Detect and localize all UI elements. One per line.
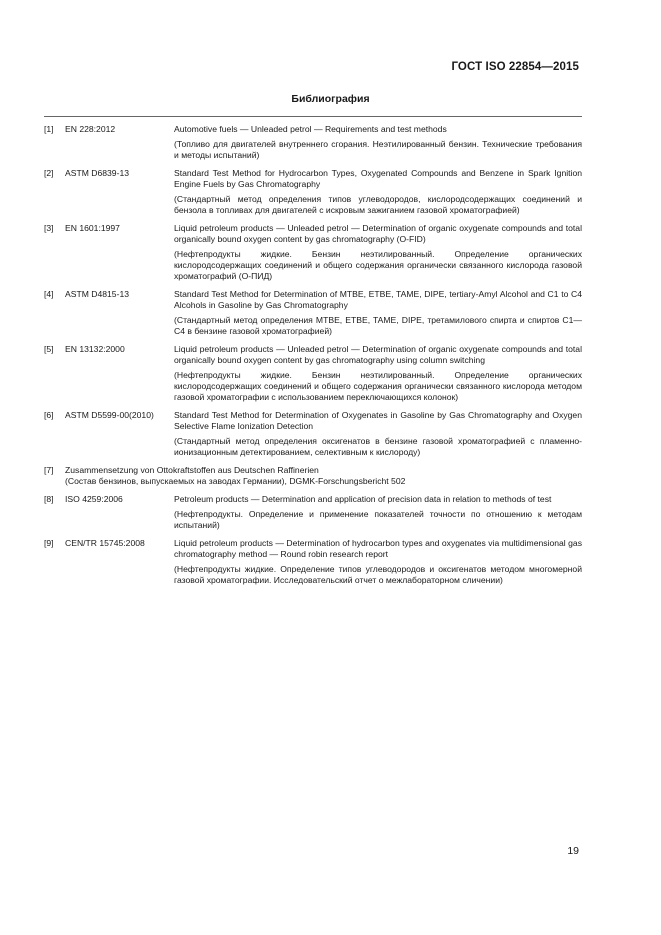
entry-title-ru: (Нефтепродукты жидкие. Определение типов углеводородов и оксигенатов методом многомерной газовой хроматографии. Исследовательский отчет о межлабораторном сличении) <box>174 564 582 585</box>
bibliography-entry <box>44 223 582 282</box>
entry-code: EN 13132:2000 <box>65 344 125 354</box>
entry-body <box>174 538 582 586</box>
entry-code: ISO 4259:2006 <box>65 494 123 504</box>
entry-body <box>174 124 582 161</box>
entry-title-ru: (Нефтепродукты жидкие. Бензин неэтилированный. Определение органических кислородсодержащих соединений и общего содержания органически связанного кислорода методом газовой хроматографии с использованием переключающихся колонок) <box>174 370 582 402</box>
entry-number: [2] <box>44 168 54 178</box>
entry-title-ru: (Состав бензинов, выпускаемых на заводах Германии), DGMK-Forschungsbericht 502 <box>65 476 406 486</box>
entry-title-ru: (Топливо для двигателей внутреннего сгорания. Неэтилированный бензин. Технические требования и методы испытаний) <box>174 139 582 160</box>
bibliography-entry <box>44 344 582 403</box>
bibliography-entry <box>44 538 582 586</box>
bibliography-entry <box>44 494 582 531</box>
entry-number: [5] <box>44 344 54 354</box>
entry-title-en: Standard Test Method for Determination of Oxygenates in Gasoline by Gas Chromatography and Oxygen Selective Flame Ionization Detection <box>174 410 582 431</box>
entry-title-en: Petroleum products — Determination and application of precision data in relation to methods of test <box>174 494 552 504</box>
entry-body <box>174 344 582 403</box>
entry-number: [1] <box>44 124 54 134</box>
entry-body <box>174 289 582 337</box>
entry-number: [4] <box>44 289 54 299</box>
entry-title-ru: (Нефтепродукты жидкие. Бензин неэтилированный. Определение органических кислородсодержащих соединений и общего содержания органически связанного кислорода газовой хроматографий (О-ПИД) <box>174 249 582 281</box>
entry-number: [3] <box>44 223 54 233</box>
entry-body <box>174 223 582 282</box>
entry-title-en: Standard Test Method for Determination of MTBE, ETBE, TAME, DIPE, tertiary-Amyl Alcohol and C1 to C4 Alcohols in Gasoline by Gas Chromatography <box>174 289 582 310</box>
entry-title-ru: (Стандартный метод определения типов углеводородов, кислородсодержащих соединений и бензола в топливах для двигателей с искровым зажиганием газовой хроматографией) <box>174 194 582 215</box>
entry-number: [8] <box>44 494 54 504</box>
bibliography-list <box>44 124 582 593</box>
entry-code: CEN/TR 15745:2008 <box>65 538 145 548</box>
divider <box>44 116 582 117</box>
bibliography-entry <box>44 289 582 337</box>
entry-body <box>65 465 582 487</box>
entry-body <box>174 410 582 458</box>
entry-code: ASTM D4815-13 <box>65 289 130 299</box>
entry-body <box>174 168 582 216</box>
bibliography-entry <box>44 124 582 161</box>
entry-number: [9] <box>44 538 54 548</box>
bibliography-entry <box>44 410 582 458</box>
entry-title-en: Liquid petroleum products — Unleaded petrol — Determination of organic oxygenate compounds and total organically bound oxygen content by gas chromatography (O-FID) <box>174 223 582 244</box>
bibliography-entry <box>44 168 582 216</box>
page-number: 19 <box>567 845 579 857</box>
entry-title-en: Liquid petroleum products — Determination of hydrocarbon types and oxygenates via multidimensional gas chromatography method — Round robin research report <box>174 538 582 559</box>
entry-code: ASTM D6839-13 <box>65 168 130 178</box>
page-title: Библиография <box>291 93 370 105</box>
entry-number: [6] <box>44 410 54 420</box>
entry-title-en: Liquid petroleum products — Unleaded petrol — Determination of organic oxygenate compounds and total organically bound oxygen content by gas chromatography using column switching <box>174 344 582 365</box>
entry-title-ru: (Стандартный метод определения MTBE, ETBE, TAME, DIPE, третамилового спирта и спиртов С1—С4 в бензине газовой хроматографией) <box>174 315 582 336</box>
entry-code: EN 1601:1997 <box>65 223 120 233</box>
entry-number: [7] <box>44 465 54 475</box>
bibliography-entry <box>44 465 582 487</box>
document-id: ГОСТ ISO 22854—2015 <box>451 61 579 73</box>
entry-title-en: Standard Test Method for Hydrocarbon Types, Oxygenated Compounds and Benzene in Spark Ignition Engine Fuels by Gas Chromatography <box>174 168 582 189</box>
entry-code: ASTM D5599-00(2010) <box>65 410 154 420</box>
entry-title-de: Zusammensetzung von Ottokraftstoffen aus Deutschen Raffinerien <box>65 465 319 475</box>
entry-title-ru: (Нефтепродукты. Определение и применение показателей точности по отношению к методам испытаний) <box>174 509 582 530</box>
entry-title-en: Automotive fuels — Unleaded petrol — Requirements and test methods <box>174 124 447 134</box>
entry-code: EN 228:2012 <box>65 124 116 134</box>
entry-body <box>174 494 582 531</box>
entry-title-ru: (Стандартный метод определения оксигенатов в бензине газовой хроматографией с пламенно-ионизационным детектированием, селективным к кислороду) <box>174 436 582 457</box>
